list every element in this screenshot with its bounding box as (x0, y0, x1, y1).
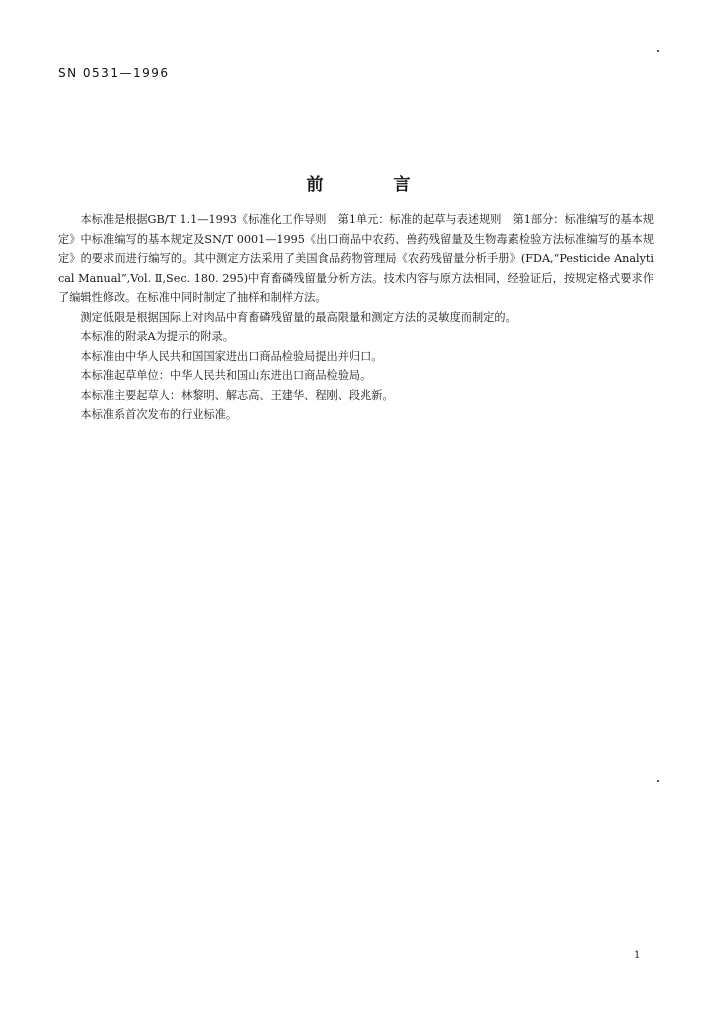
page-number: 1 (634, 950, 641, 961)
paragraph-drafters: 本标准主要起草人：林黎明、解志高、王建华、程刚、段兆新。 (80, 388, 394, 402)
foreword-body (58, 210, 654, 425)
scan-speck (657, 780, 659, 782)
paragraph-detection-limit: 测定低限是根据国际上对肉品中育畜磷残留量的最高限量和测定方法的灵敏度而制定的。 (80, 310, 517, 324)
paragraph-appendix: 本标准的附录A为提示的附录。 (80, 330, 234, 343)
paragraph-basis: 本标准是根据GB/T 1.1—1993《标准化工作导则 第1单元：标准的起草与表述规则 第1部分：标准编写的基本规定》中标准编写的基本规定及SN/T 0001—1995《出口商品中农药、兽药残留量及生物毒素检验方法标准编写的基本规定》的要求而进行编写的。其中测定方法采用了美国食品药物管理局《农药残留量分析手册》(FDA,“Pesticide Analytical Manual”,Vol. Ⅱ,Sec. 180. 295)中育畜磷残留量分析方法。技术内容与原方法相同，经验证后，按规定格式要求作了编辑性修改。在标准中同时制定了抽样和制样方法。 (58, 213, 654, 304)
paragraph-first-release: 本标准系首次发布的行业标准。 (80, 408, 238, 421)
title-char-1: 前 (306, 175, 324, 195)
scan-speck (657, 50, 659, 52)
paragraph-proposer: 本标准由中华人民共和国国家进出口商品检验局提出并归口。 (80, 349, 383, 363)
paragraph-drafting-unit: 本标准起草单位：中华人民共和国山东进出口商品检验局。 (80, 369, 372, 382)
title-char-2: 言 (393, 175, 411, 195)
page-title (0, 170, 717, 195)
standard-code: SN 0531—1996 (58, 66, 170, 80)
